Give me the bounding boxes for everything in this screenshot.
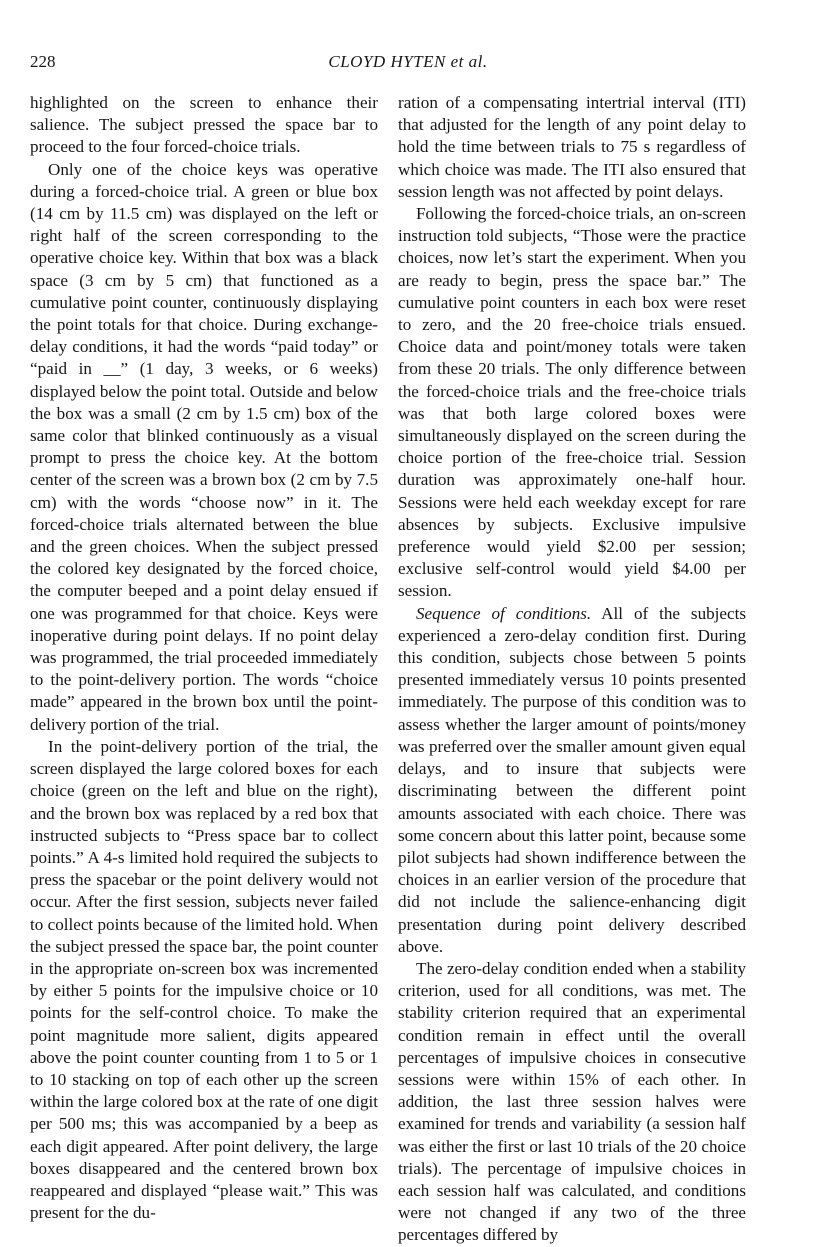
paragraph-stability-criterion: The zero-delay condition ended when a stability criterion, used for all conditions, was met. The stability criterion required that an experimental condition remain in effect until the overall percentages of impulsive choices in consecutive sessions were within 15% of each other. In addition, the last three session halves were examined for trends and variability (a session half was either the first or last 10 trials of the 20 choice trials). The percentage of impulsive choices in each session half was calculated, and conditions were not changed if any two of the three percentages differed by bbox=[398, 958, 746, 1245]
paragraph-point-delivery: In the point-delivery portion of the trial, the screen displayed the large colored boxes for each choice (green on the left and blue on the right), and the brown box was replaced by a red box that instructed subjects to “Press space bar to collect points.” A 4-s limited hold required the subjects to press the spacebar or the point delivery would not occur. After the first session, subjects never failed to collect points because of the limited hold. When the subject pressed the space bar, the point counter in the appropriate on-screen box was incremented by either 5 points for the impulsive choice or 10 points for the self-control choice. To make the point magnitude more salient, digits appeared above the point counter counting from 1 to 5 or 1 to 10 stacking on top of each other up the screen within the large colored box at the rate of one digit per 500 ms; this was accompanied by a beep as each digit appeared. After point delivery, the large boxes disappeared and the centered brown box reappeared and displayed “please wait.” This was present for the du- bbox=[30, 736, 378, 1223]
page-header bbox=[30, 52, 786, 76]
page-number: 228 bbox=[30, 52, 56, 71]
right-column bbox=[398, 92, 746, 1247]
paragraph-forced-choice-trial: Only one of the choice keys was operative during a forced-choice trial. A green or blue box (14 cm by 11.5 cm) was displayed on the left or right half of the screen corresponding to the operative choice key. Within that box was a black space (3 cm by 5 cm) that functioned as a cumulative point counter, continuously displaying the point totals for that choice. During exchange-delay conditions, it had the words “paid today” or “paid in __” (1 day, 3 weeks, or 6 weeks) displayed below the point total. Outside and below the box was a small (2 cm by 1.5 cm) box of the same color that blinked continuously as a visual prompt to press the choice key. At the bottom center of the screen was a brown box (2 cm by 7.5 cm) with the words “choose now” in it. The forced-choice trials alternated between the blue and the green choices. When the subject pressed the colored key designated by the forced choice, the computer beeped and a point delay ensued if one was programmed for that choice. Keys were inoperative during point delays. If no point delay was programmed, the trial proceeded immediately to the point-delivery portion. The words “choice made” appeared in the brown box until the point-delivery portion of the trial. bbox=[30, 159, 378, 734]
running-head: CLOYD HYTEN et al. bbox=[328, 52, 488, 71]
paragraph-text: All of the subjects experienced a zero-delay condition first. During this condition, subjects chose between 5 points presented immediately versus 10 points presented immediately. The purpose of this condition was to assess whether the larger amount of points/money was preferred over the smaller amount given equal delays, and to insure that subjects were discriminating between the different point amounts associated with each choice. There was some concern about this latter point, because some pilot subjects had shown indifference between the choices in an earlier version of the procedure that did not include the salience-enhancing digit presentation during point delivery described above. bbox=[398, 603, 746, 956]
paragraph-continued: highlighted on the screen to enhance their salience. The subject pressed the space bar to proceed to the four forced-choice trials. bbox=[30, 93, 378, 157]
section-run-in-heading: Sequence of conditions. bbox=[416, 603, 592, 623]
paragraph-sequence-of-conditions bbox=[398, 603, 746, 958]
paragraph-free-choice-trials: Following the forced-choice trials, an on-screen instruction told subjects, “Those were the practice choices, now let’s start the experiment. When you are ready to begin, press the space bar.” The cumulative point counters in each box were reset to zero, and the 20 free-choice trials ensued. Choice data and point/money totals were taken from these 20 trials. The only difference between the forced-choice trials and the free-choice trials was that both large colored boxes were simultaneously displayed on the screen during the choice portion of the free-choice trial. Session duration was approximately one-half hour. Sessions were held each weekday except for rare absences by subjects. Exclusive impulsive preference would yield $2.00 per session; exclusive self-control would yield $4.00 per session. bbox=[398, 204, 746, 601]
left-column bbox=[30, 92, 378, 1224]
paragraph-iti-continued: ration of a compensating intertrial interval (ITI) that adjusted for the length of any point delay to hold the time between trials to 75 s regardless of which choice was made. The ITI also ensured that session length was not affected by point delays. bbox=[398, 93, 746, 201]
